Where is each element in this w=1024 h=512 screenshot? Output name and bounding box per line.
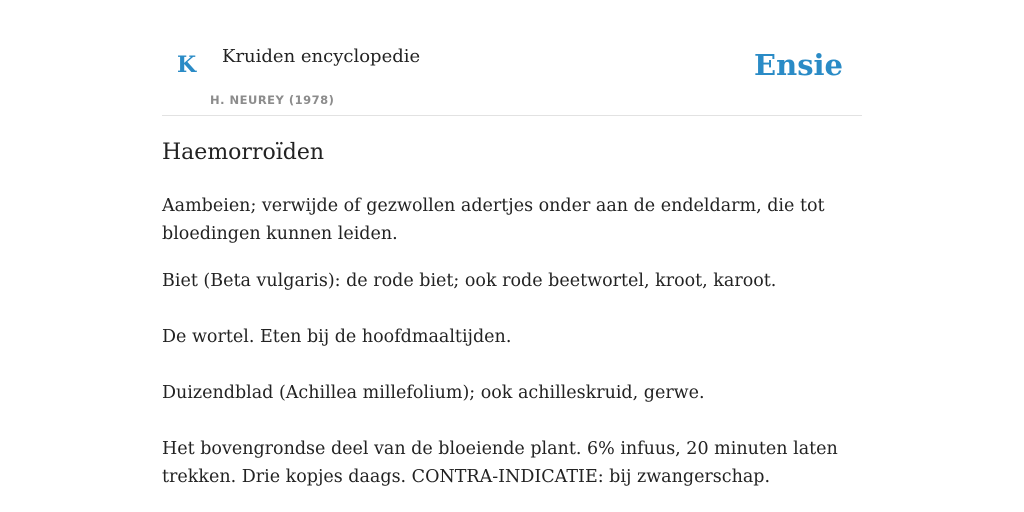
entry-definition: Aambeien; verwijde of gezwollen adertjes onder aan de endeldarm, die tot bloedingen kunnen leiden. [162,196,825,244]
source-header [162,0,862,116]
source-logo[interactable]: K [177,52,197,78]
page-title: Haemorroïden [162,140,325,165]
entry-paragraph: De wortel. Eten bij de hoofdmaaltijden. [162,327,512,347]
source-author: H. NEUREY (1978) [210,93,335,107]
entry-paragraph: Het bovengrondse deel van de bloeiende plant. 6% infuus, 20 minuten laten trekken. Drie kopjes daags. CONTRA-INDICATIE: bij zwangerschap. [162,439,838,487]
page-container [162,0,862,487]
entry-paragraph: Biet (Beta vulgaris): de rode biet; ook rode beetwortel, kroot, karoot. [162,271,777,291]
entry-paragraph: Duizendblad (Achillea millefolium); ook achilleskruid, gerwe. [162,383,705,403]
brand-logo[interactable]: Ensie [754,48,843,82]
source-title-link[interactable]: Kruiden encyclopedie [222,46,421,67]
